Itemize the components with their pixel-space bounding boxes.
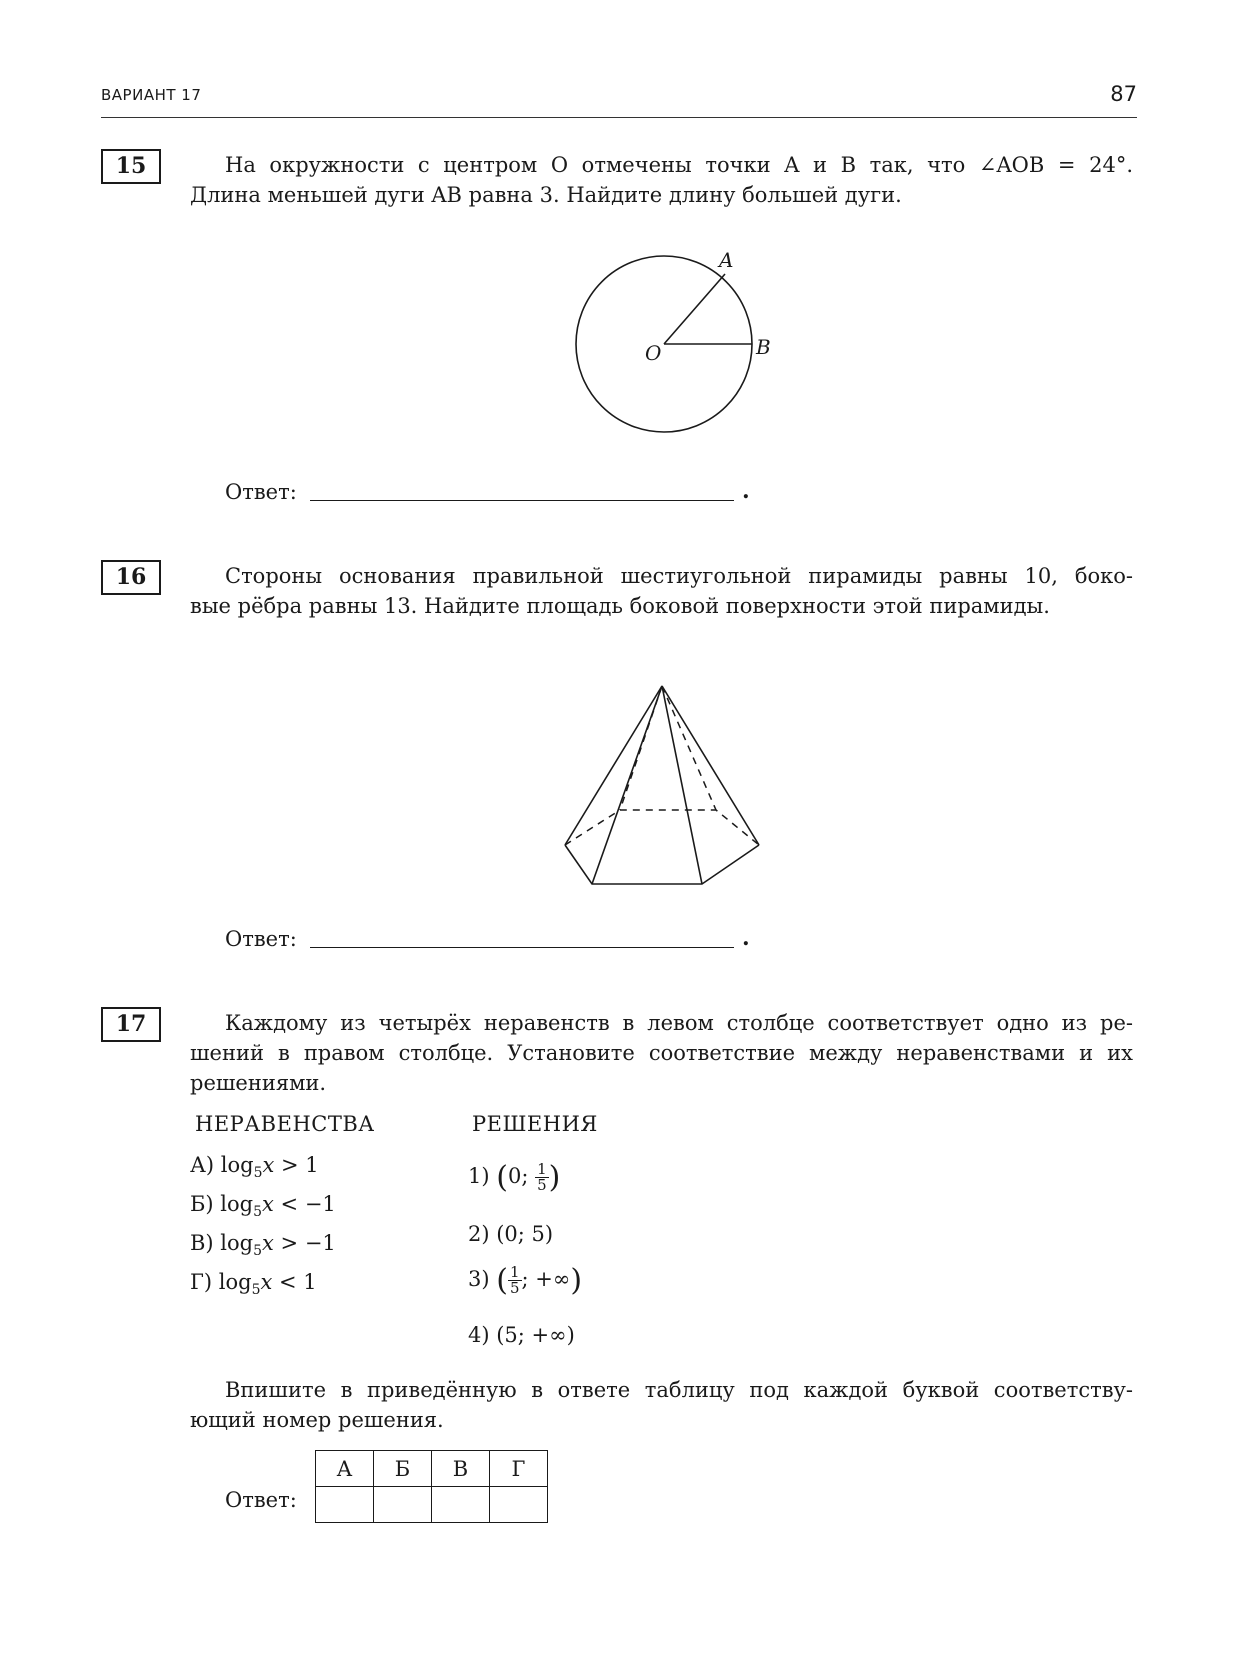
solution-1-label: 1): [468, 1164, 490, 1188]
solution-3-label: 3): [468, 1267, 490, 1291]
solution-2: 2) (0; 5): [468, 1222, 554, 1246]
answer-table: [315, 1450, 548, 1523]
inequality-a-rel: > 1: [274, 1153, 319, 1177]
inequality-b-rel: < −1: [273, 1192, 336, 1216]
question-16-text-line1: Стороны основания правильной шестиугольной пирамиды равны 10, боко-: [225, 564, 1133, 588]
label-b: B: [756, 335, 771, 359]
answer-cell-v[interactable]: [432, 1487, 490, 1523]
solution-3: [468, 1263, 582, 1298]
solution-1-left: 0;: [507, 1164, 536, 1188]
question-15-answer-label: Ответ:: [225, 480, 297, 504]
inequality-b-var: x: [262, 1192, 274, 1216]
pyramid-edge-3: [662, 686, 702, 884]
solution-3-denominator: 5: [509, 1279, 520, 1297]
question-15-answer-field[interactable]: [310, 500, 734, 501]
question-16-number: 16: [101, 560, 161, 595]
label-a: A: [719, 248, 734, 272]
radius-oa: [664, 274, 725, 344]
question-15-text-line2: Длина меньшей дуги AB равна 3. Найдите длину большей дуги.: [190, 183, 902, 207]
variant-title: ВАРИАНТ 17: [101, 86, 202, 104]
inequality-v-base: 5: [253, 1243, 263, 1260]
solution-3-open-paren: (: [496, 1263, 508, 1298]
question-17-number: 17: [101, 1007, 161, 1042]
inequality-g-rel: < 1: [272, 1270, 317, 1294]
solution-3-fraction: [508, 1265, 522, 1296]
solution-1-close-paren: ): [548, 1160, 561, 1195]
question-17-answer-label: Ответ:: [225, 1488, 297, 1512]
answer-table-input-row: [316, 1487, 548, 1523]
solution-1-open-paren: (: [496, 1160, 508, 1195]
header-divider: [101, 117, 1137, 118]
question-15-text-line1: На окружности с центром O отмечены точки A и B так, что ∠AOB = 24°.: [225, 153, 1133, 177]
solution-3-right: ; +∞: [521, 1267, 571, 1291]
question-15-number: 15: [101, 149, 161, 184]
inequality-a-prefix: А) log: [190, 1153, 254, 1177]
solution-1-numerator: 1: [537, 1160, 547, 1178]
solutions-header: РЕШЕНИЯ: [472, 1112, 598, 1136]
pyramid-base-hidden: [565, 810, 759, 845]
answer-cell-a[interactable]: [316, 1487, 374, 1523]
answer-table-header-g: Г: [490, 1451, 548, 1487]
inequality-g-prefix: Г) log: [190, 1270, 252, 1294]
inequality-a: [190, 1153, 319, 1181]
solution-1: [468, 1160, 560, 1195]
solution-4: 4) (5; +∞): [468, 1323, 575, 1347]
answer-cell-b[interactable]: [374, 1487, 432, 1523]
inequality-b-prefix: Б) log: [190, 1192, 254, 1216]
question-16-text-line2: вые рёбра равны 13. Найдите площадь боковой поверхности этой пирамиды.: [190, 594, 1050, 618]
pyramid-hidden-edge-1: [620, 686, 662, 810]
question-16-answer-dot: .: [742, 925, 750, 951]
inequality-b: [190, 1192, 336, 1220]
solution-1-denominator: 5: [537, 1176, 547, 1194]
question-17-text-line2: шений в правом столбце. Установите соответствие между неравенствами и их: [190, 1041, 1133, 1065]
question-16-answer-label: Ответ:: [225, 927, 297, 951]
pyramid-figure: [555, 675, 770, 890]
question-17-text-line1: Каждому из четырёх неравенств в левом столбце соответствует одно из ре-: [225, 1011, 1133, 1035]
pyramid-hidden-edge-2: [662, 686, 716, 810]
inequality-v-var: x: [262, 1231, 274, 1255]
inequality-b-base: 5: [253, 1204, 263, 1221]
inequality-a-base: 5: [253, 1165, 263, 1182]
circle-figure: [560, 240, 790, 440]
solution-1-fraction: [535, 1162, 549, 1193]
question-17-instruction-line1: Впишите в приведённую в ответе таблицу под каждой буквой соответству-: [225, 1378, 1133, 1402]
inequalities-header: НЕРАВЕНСТВА: [195, 1112, 375, 1136]
question-16-answer-field[interactable]: [310, 947, 734, 948]
inequality-a-var: x: [262, 1153, 275, 1177]
inequality-v-prefix: В) log: [190, 1231, 254, 1255]
answer-table-header-a: А: [316, 1451, 374, 1487]
inequality-g-base: 5: [251, 1282, 261, 1299]
question-15-answer-dot: .: [742, 478, 750, 504]
answer-table-header-row: [316, 1451, 548, 1487]
solution-3-numerator: 1: [509, 1263, 520, 1281]
question-17-instruction-line2: ющий номер решения.: [190, 1408, 444, 1432]
answer-table-header-b: Б: [374, 1451, 432, 1487]
answer-table-header-v: В: [432, 1451, 490, 1487]
inequality-v-rel: > −1: [273, 1231, 336, 1255]
page-number: 87: [1110, 82, 1137, 106]
question-17-text-line3: решениями.: [190, 1071, 327, 1095]
pyramid-edge-4: [662, 686, 759, 845]
inequality-v: [190, 1231, 336, 1259]
inequality-g-var: x: [260, 1270, 273, 1294]
inequality-g: [190, 1270, 317, 1298]
label-o: O: [645, 341, 662, 365]
solution-3-close-paren: ): [570, 1263, 583, 1298]
answer-cell-g[interactable]: [490, 1487, 548, 1523]
